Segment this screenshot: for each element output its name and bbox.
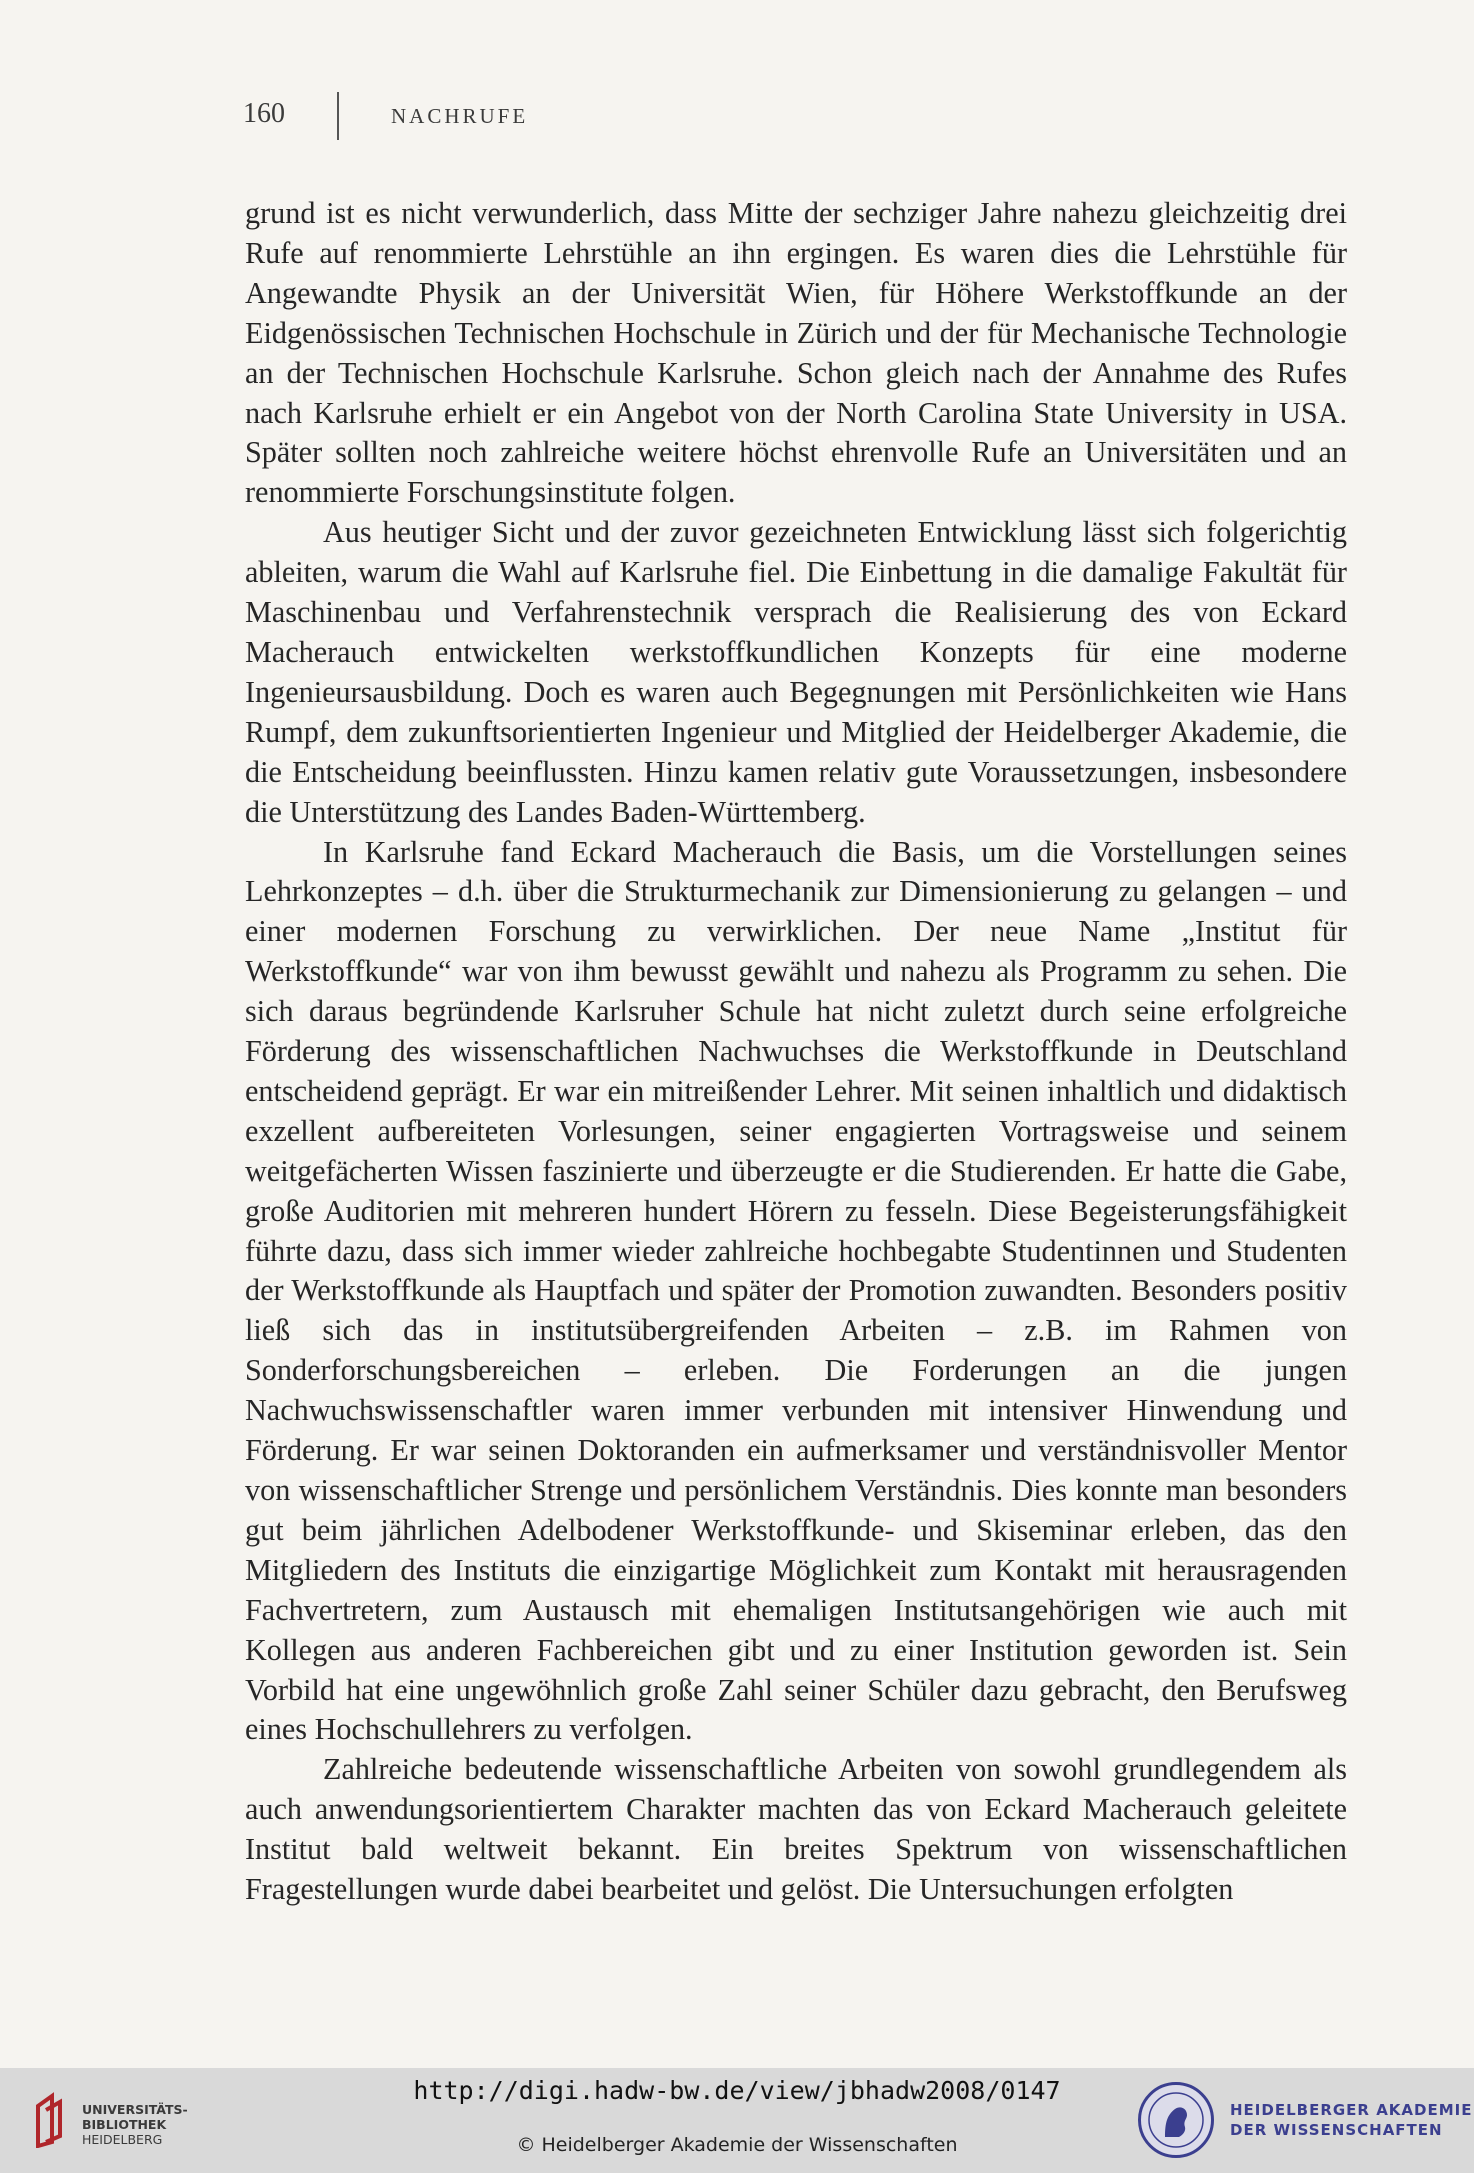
logo-line: UNIVERSITÄTS-: [82, 2102, 188, 2117]
copyright-notice: © Heidelberger Akademie der Wissenschaften: [516, 2134, 958, 2156]
page-number: 160: [243, 98, 285, 129]
academy-name: [1230, 2100, 1473, 2140]
logo-line: HEIDELBERGER AKADEMIE: [1230, 2101, 1473, 2119]
digitization-footer: [0, 2068, 1474, 2173]
permalink-url[interactable]: http://digi.hadw-bw.de/view/jbhadw2008/0147: [413, 2076, 1061, 2105]
academy-seal-icon: [1138, 2082, 1214, 2158]
academy-logo[interactable]: [1138, 2082, 1473, 2162]
paragraph: In Karlsruhe fand Eckard Macherauch die Basis, um die Vorstellungen seines Lehrkonzeptes – d.h. über die Strukturmechanik zur Dimensionierung zu gelangen – und einer modernen Forschung zu verwirklichen. Der neue Name „Institut für Werkstoffkunde“ war von ihm bewusst gewählt und nahezu als Programm zu sehen. Die sich daraus begründende Karlsruher Schule hat nicht zuletzt durch seine erfolgreiche Förderung des wissenschaftlichen Nachwuchses die Werkstoffkunde in Deutschland entscheidend geprägt. Er war ein mitreißender Lehrer. Mit seinen inhaltlich und didaktisch exzellent aufbereiteten Vorlesungen, seiner engagierten Vortragsweise und seinem weitgefächerten Wissen faszinierte und überzeugte er die Studierenden. Er hatte die Gabe, große Auditorien mit mehreren hundert Hörern zu fesseln. Diese Begeisterungsfähigkeit führte dazu, dass sich immer wieder zahlreiche hochbegabte Studentinnen und Studenten der Werkstoffkunde als Hauptfach und später der Promotion zuwandten. Besonders positiv ließ sich das in institutsübergreifenden Arbeiten – z.B. im Rahmen von Sonderforschungsbereichen – erleben. Die Forderungen an die jungen Nachwuchswissenschaftler waren immer verbunden mit intensiver Hinwendung und Förderung. Er war seinen Doktoranden ein aufmerksamer und verständnisvoller Mentor von wissenschaftlicher Strenge und persönlichem Verständnis. Dies konnte man besonders gut beim jährlichen Adelbodener Werkstoffkunde- und Skiseminar erleben, das den Mitgliedern des Instituts die einzigartige Möglichkeit zum Kontakt mit herausragenden Fachvertretern, zum Austausch mit ehemaligen Institutsangehörigen wie auch mit Kollegen aus anderen Fachbereichen gibt und zu einer Institution geworden ist. Sein Vorbild hat eine ungewöhnlich große Zahl seiner Schüler dazu gebracht, den Berufsweg eines Hochschullehrers zu verfolgen.: [245, 834, 1347, 1747]
logo-line: BIBLIOTHEK: [82, 2117, 167, 2132]
paragraph: Zahlreiche bedeutende wissenschaftliche Arbeiten von sowohl grundlegendem als auch anwendungsorientiertem Charakter machten das von Eckard Macherauch geleitete Institut bald weltweit bekannt. Ein breites Spektrum von wissenschaftlichen Fragestellungen wurde dabei bearbeitet und gelöst. Die Untersuchungen erfolgten: [245, 1752, 1347, 1907]
logo-line: DER WISSENSCHAFTEN: [1230, 2121, 1443, 2139]
running-title: NACHRUFE: [391, 104, 529, 128]
logo-line: HEIDELBERG: [82, 2132, 163, 2147]
body-text: [245, 194, 1347, 1910]
header-divider: [337, 92, 339, 140]
paragraph: grund ist es nicht verwunderlich, dass Mitte der sechziger Jahre nahezu gleichzeitig drei Rufe auf renommierte Lehrstühle an ihn ergingen. Es waren dies die Lehrstühle für Angewandte Physik an der Universität Wien, für Höhere Werkstoffkunde an der Eidgenössischen Technischen Hochschule in Zürich und der für Mechanische Technologie an der Technischen Hochschule Karlsruhe. Schon gleich nach der Annahme des Rufes nach Karlsruhe erhielt er ein Angebot von der North Carolina State University in USA. Später sollten noch zahlreiche weitere höchst ehrenvolle Rufe an Universitäten und an renommierte Forschungsinstitute folgen.: [245, 196, 1347, 510]
paragraph: Aus heutiger Sicht und der zuvor gezeichneten Entwicklung lässt sich folgerichtig ableiten, warum die Wahl auf Karlsruhe fiel. Die Einbettung in die damalige Fakultät für Maschinenbau und Verfahrenstechnik versprach die Realisierung des von Eckard Macherauch entwickelten werkstoffkundlichen Konzepts für eine moderne Ingenieursausbildung. Doch es waren auch Begegnungen mit Persönlichkeiten wie Hans Rumpf, dem zukunftsorientierten Ingenieur und Mitglied der Heidelberger Akademie, die die Entscheidung beeinflussten. Hinzu kamen relativ gute Voraussetzungen, insbesondere die Unterstützung des Landes Baden-Württemberg.: [245, 515, 1347, 829]
